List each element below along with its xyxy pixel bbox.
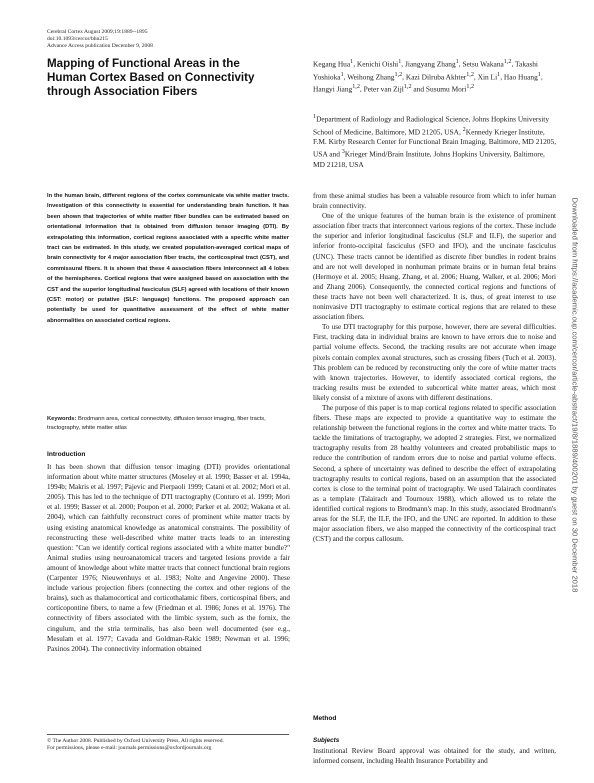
paragraph-association-fibers: One of the unique features of the human brain is the existence of prominent association fiber tracts that interconnect various regions of the cortex. These include the superior and inferior longitudinal fasciculus (SLF and ILF), the superior and inferior fronto-occipital fasciculus (SFO and IFO), and the uncinate fasciculus (UNC). These tracts cannot be identified as discrete fiber bundles in rodent brains and are not well developed in nonhuman primate brains or in human fetal brains (Hermoye et al. 2005; Huang, Zhang, et al. 2006; Huang, Walker, et al. 2006; Mori and Zhang 2006). Consequently, the connected cortical regions and functions of these tracts have not been well characterized. It is, thus, of great interest to use noninvasive DTI tractography to estimate cortical regions that are related to these association fibers. bbox=[313, 212, 556, 322]
running-head bbox=[47, 29, 287, 50]
advance-access-line: Advance Access publication December 9, 2008 bbox=[47, 43, 153, 49]
introduction-body bbox=[47, 462, 290, 654]
paragraph-tractography-difficulties: To use DTI tractography for this purpose, however, there are several difficulties. First, tracking data in individual brains are known to have errors due to noise and partial volume effects. Second, the tracking results are not accurate when image pixels contain complex axonal structures, such as crossing fibers (Tuch et al. 2003). This problem can be reduced by reconstructing only the core of white matter tracts with known trajectories. However, to identify associated cortical regions, the tracking results must be extended to subcortical white matter areas, which most likely consist of a mixture of axons with different destinations. bbox=[313, 323, 556, 402]
paragraph-purpose: The purpose of this paper is to map cortical regions related to specific association fibers. These maps are expected to provide a quantitative way to estimate the relationship between the functional regions in the cortex and white matter tracts. To tackle the limitations of tractography, we adopted 2 strategies. First, we normalized tractography results from 28 healthy volunteers and created probabilistic maps to reduce the contribution of random errors due to noise and partial volume effects. Second, a sphere of uncertainty was defined to describe the effect of extrapolating tractography results to cortical regions, based on an assumption that the associated cortex is close to the terminal point of tractography. We used Talairach coordinates as a template (Talairach and Tournoux 1988), which allowed us to relate the identified cortical regions to Brodmann's map. In this study, associated Brodmann's areas for the SLF, the ILF, the IFO, and the UNC are reported. In addition to these major association fibers, we also mapped the connectivity of the corticospinal tract (CST) and the corpus callosum. bbox=[313, 403, 556, 544]
keywords bbox=[47, 415, 289, 434]
subjects-paragraph: Institutional Review Board approval was obtained for the study, and written, informed consent, including Health Insurance Portability and bbox=[313, 747, 556, 766]
affiliation-text: $^1$Department of Radiology and Radiological Science, Johns Hopkins University School of Medicine, Baltimore, MD 21205, USA, $^2$Kennedy Krieger Institute, F.M. Kirby Research Center for Functional Brain Imaging, Baltimore, MD 21205, USA and $^3$Krieger Mind/Brain Institute, Johns Hopkins University, Baltimore, MD 21218, USA bbox=[313, 114, 557, 169]
copyright-notice bbox=[47, 738, 297, 752]
method-heading: Method bbox=[313, 715, 337, 722]
author-list: Kegang Hua$^1$, Kenichi Oishi$^1$, Jiangyang Zhang$^1$, Setsu Wakana$^{1,2}$, Takashi Yoshioka$^1$, Weihong Zhang$^{1,2}$, Kazi Dilruba Akhter$^{1,2}$, Xin Li$^1$, Hao Huang$^1$, Hangyi Jiang$^{1,2}$, Peter van Zijl$^{1,2}$ and Susumu Mori$^{1,2}$ bbox=[313, 59, 543, 94]
keywords-text: Brodmann area, cortical connectivity, diffusion tensor imaging, fiber tracts, tractography, white matter atlas bbox=[47, 416, 266, 432]
download-watermark-text: Downloaded from https://academic.oup.com/cercor/article-abstract/19/8/1889/400201 by guest on 30 December 2018 bbox=[570, 197, 580, 593]
keywords-label: Keywords: bbox=[47, 416, 77, 422]
introduction-heading: Introduction bbox=[47, 451, 86, 458]
subjects-heading: Subjects bbox=[313, 737, 340, 744]
article-title: Mapping of Functional Areas in the Human Cortex Based on Connectivity through Association Fibers bbox=[47, 57, 255, 99]
journal-citation: Cerebral Cortex August 2009;19:1889--1895 bbox=[47, 29, 148, 35]
subjects-body bbox=[313, 746, 556, 766]
paragraph-continuation: from these animal studies has been a valuable resource from which to infer human brain connectivity. bbox=[313, 192, 556, 211]
abstract: In the human brain, different regions of the cortex communicate via white matter tracts. Investigation of this connectivity is essential for understanding brain function. It has been shown that trajectories of white matter fiber bundles can be estimated based on orientational information that is obtained from diffusion tensor imaging (DTI). By extrapolating this information, cortical regions associated with a specific white matter tract can be estimated. In this study, we created population-averaged cortical maps of brain connectivity for 4 major association fiber tracts, the corticospinal tract (CST), and commissural fibers. It is shown that these 4 association fibers interconnect all 4 lobes of the hemispheres. Cortical regions that were assigned based on association with the CST and the superior longitudinal fasciculus (SLF) agreed with locations of their known (CST: motor) or putative (SLF: language) functions. The proposed approach can potentially be used for quantitative assessment of the effect of white matter abnormalities on associated cortical regions. bbox=[47, 193, 289, 324]
introduction-paragraph: It has been shown that diffusion tensor imaging (DTI) provides orientational information about white matter structures (Moseley et al. 1990; Basser et al. 1994a, 1994b; Makris et al. 1997; Pajevic and Pierpaoli 1999; Catani et al. 2002; Mori et al. 2005). This has led to the technique of DTI tractography (Conturo et al. 1999; Mori et al. 1999; Basser et al. 2000; Poupon et al. 2000; Parker et al. 2002; Wakana et al. 2004), which can faithfully reconstruct cores of prominent white matter tracts by using existing anatomical knowledge as anatomical constraints. The possibility of reconstructing these well-described white matter tracts leads to an interesting question: "Can we identify cortical regions associated with a white matter bundle?" Animal studies using neuroanatomical tracers and targeted lesions provide a fair amount of knowledge about white matter tracts that connect functional brain regions (Carpenter 1976; Nieuwenhuys et al. 1983; Nolte and Angevine 2000). These include various projection fibers (connecting the cortex and other regions of the brains), such as thalamocortical and corticothalamic fibers, corticospinal fibers, and corticopontine fibers, to name a few (Friedman et al. 1986; Jones et al. 1976). The connectivity of fibers associated with the limbic system, such as the fornix, the cingulum, and the stria terminalis, has also been well documented (see e.g., Mesulam et al. 1977; Cavada and Goldman-Rakic 1989; Newman et al. 1996; Paxinos 2004). The connectivity information obtained bbox=[47, 463, 290, 653]
affiliations bbox=[313, 112, 558, 170]
copyright-line: © The Author 2008. Published by Oxford University Press. All rights reserved. bbox=[47, 738, 224, 744]
footnote-rule bbox=[47, 734, 289, 735]
permissions-line: For permissions, please e-mail: journals.permissions@oxfordjournals.org bbox=[47, 745, 212, 752]
right-column-body bbox=[313, 191, 556, 544]
doi-line: doi:10.1093/cercor/bhn215 bbox=[47, 36, 108, 42]
